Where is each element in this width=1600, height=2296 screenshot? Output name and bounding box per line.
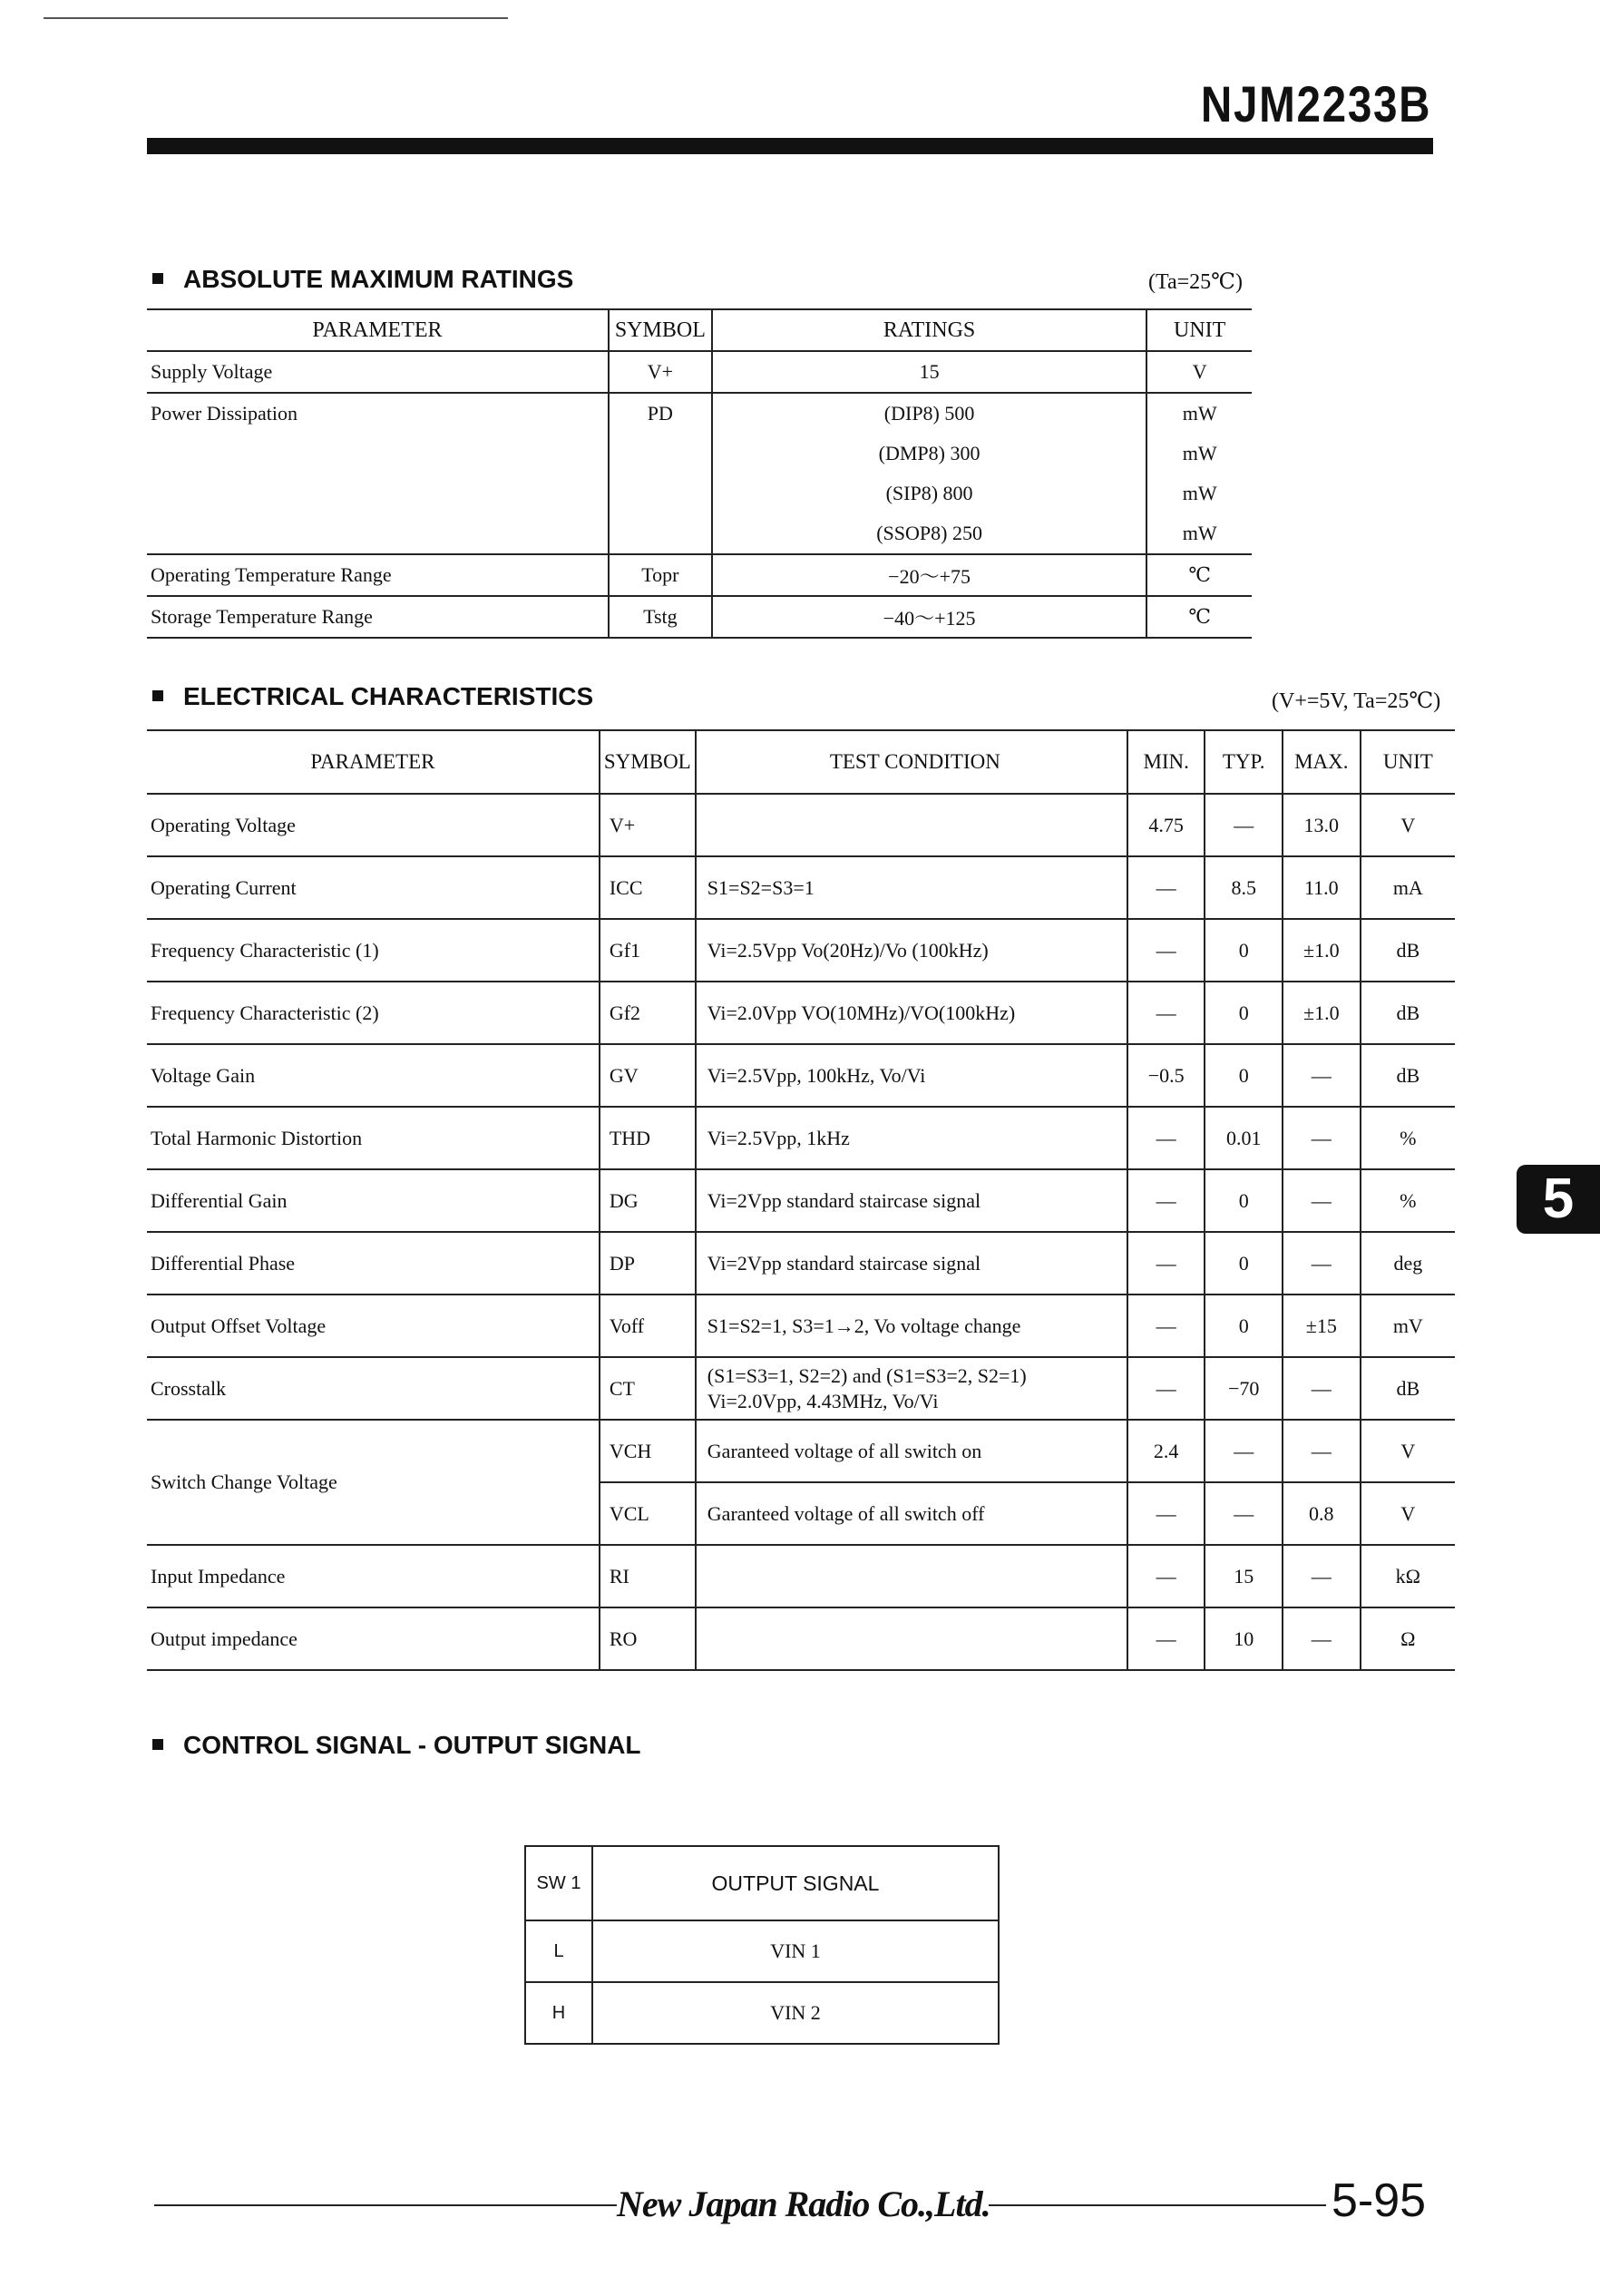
table-row xyxy=(147,596,1252,638)
part-number: NJM2233B xyxy=(1200,75,1431,132)
cell-max: ±1.0 xyxy=(1283,919,1361,982)
cell-unit: ℃ xyxy=(1146,596,1252,638)
cell-min: — xyxy=(1127,1107,1205,1169)
header-output-signal: OUTPUT SIGNAL xyxy=(592,1846,999,1920)
header-bar xyxy=(147,138,1433,154)
cell-symbol xyxy=(609,434,712,474)
cell-test-condition: (S1=S3=1, S2=2) and (S1=S3=2, S2=1) Vi=2.0Vpp, 4.43MHz, Vo/Vi xyxy=(696,1357,1127,1420)
cell-unit: mW xyxy=(1146,434,1252,474)
cell-symbol: Voff xyxy=(600,1295,696,1357)
footer-rule-right xyxy=(989,2204,1326,2206)
table-row xyxy=(147,856,1455,919)
electrical-table xyxy=(147,729,1455,1671)
header-parameter: PARAMETER xyxy=(147,730,600,794)
cell-parameter: Crosstalk xyxy=(147,1357,600,1420)
cell-min: — xyxy=(1127,1232,1205,1295)
cell-max: ±15 xyxy=(1283,1295,1361,1357)
cell-test-condition xyxy=(696,794,1127,856)
cell-parameter: Operating Temperature Range xyxy=(147,554,609,596)
table-row xyxy=(147,1357,1455,1420)
cell-symbol: THD xyxy=(600,1107,696,1169)
cell-unit: V xyxy=(1361,1420,1455,1482)
cell-symbol xyxy=(609,474,712,513)
cell-test-condition: Vi=2.5Vpp, 100kHz, Vo/Vi xyxy=(696,1044,1127,1107)
cell-typ: −70 xyxy=(1205,1357,1282,1420)
table-row xyxy=(147,1545,1455,1607)
cell-min: — xyxy=(1127,982,1205,1044)
header-parameter: PARAMETER xyxy=(147,309,609,351)
cell-test-condition: Garanteed voltage of all switch on xyxy=(696,1420,1127,1482)
cell-rating: (SIP8) 800 xyxy=(885,482,973,504)
cell-max: — xyxy=(1283,1169,1361,1232)
cell-test-condition: Vi=2Vpp standard staircase signal xyxy=(696,1169,1127,1232)
cell-parameter: Power Dissipation xyxy=(147,393,609,434)
table-row xyxy=(147,1607,1455,1670)
header-test-condition: TEST CONDITION xyxy=(696,730,1127,794)
company-logo: New Japan Radio Co.,Ltd. xyxy=(617,2184,990,2224)
table-row xyxy=(147,393,1252,434)
header-max: MAX. xyxy=(1283,730,1361,794)
cell-output: VIN 2 xyxy=(592,1982,999,2044)
bullet-square-icon xyxy=(152,690,163,701)
cell-min: — xyxy=(1127,1545,1205,1607)
cell-parameter: Input Impedance xyxy=(147,1545,600,1607)
cell-parameter: Storage Temperature Range xyxy=(147,596,609,638)
table-row xyxy=(525,1982,999,2044)
cell-max: — xyxy=(1283,1545,1361,1607)
cell-symbol: Topr xyxy=(609,554,712,596)
cell-max: ±1.0 xyxy=(1283,982,1361,1044)
footer-rule-left xyxy=(154,2204,617,2206)
cell-parameter: Output Offset Voltage xyxy=(147,1295,600,1357)
top-rule xyxy=(44,17,508,19)
cell-symbol: Gf1 xyxy=(600,919,696,982)
chapter-tab: 5 xyxy=(1517,1165,1600,1234)
cell-unit: mW xyxy=(1146,474,1252,513)
table-row xyxy=(147,474,1252,513)
header-unit: UNIT xyxy=(1361,730,1455,794)
cell-unit: deg xyxy=(1361,1232,1455,1295)
cell-symbol xyxy=(609,513,712,554)
cell-typ: 0 xyxy=(1205,982,1282,1044)
cell-min: — xyxy=(1127,856,1205,919)
section-title-absolute-max: ABSOLUTE MAXIMUM RATINGS xyxy=(152,265,573,294)
cell-typ: — xyxy=(1205,1482,1282,1545)
cell-symbol: V+ xyxy=(600,794,696,856)
table-row xyxy=(147,1232,1455,1295)
cell-symbol: RO xyxy=(600,1607,696,1670)
cell-unit: kΩ xyxy=(1361,1545,1455,1607)
cell-unit: Ω xyxy=(1361,1607,1455,1670)
cell-symbol: V+ xyxy=(609,351,712,393)
cell-max: — xyxy=(1283,1044,1361,1107)
cell-parameter: Total Harmonic Distortion xyxy=(147,1107,600,1169)
header-symbol: SYMBOL xyxy=(600,730,696,794)
table-row xyxy=(147,554,1252,596)
table-header-row xyxy=(525,1846,999,1920)
table-row xyxy=(147,982,1455,1044)
cell-parameter: Switch Change Voltage xyxy=(147,1420,600,1545)
table-row xyxy=(147,513,1252,554)
cell-parameter xyxy=(147,474,609,513)
cell-parameter: Operating Current xyxy=(147,856,600,919)
cell-unit: mA xyxy=(1361,856,1455,919)
cell-parameter: Operating Voltage xyxy=(147,794,600,856)
cell-typ: 0 xyxy=(1205,919,1282,982)
cell-test-condition: S1=S2=1, S3=1→2, Vo voltage change xyxy=(696,1295,1127,1357)
cell-typ: 0.01 xyxy=(1205,1107,1282,1169)
cell-rating: (SSOP8) 250 xyxy=(876,522,982,544)
cell-unit: V xyxy=(1361,1482,1455,1545)
table-row xyxy=(147,1044,1455,1107)
cell-min: — xyxy=(1127,1295,1205,1357)
cell-parameter: Differential Gain xyxy=(147,1169,600,1232)
cell-symbol: ICC xyxy=(600,856,696,919)
cell-symbol: VCH xyxy=(600,1420,696,1482)
cell-typ: — xyxy=(1205,1420,1282,1482)
cell-max: — xyxy=(1283,1357,1361,1420)
cell-typ: 8.5 xyxy=(1205,856,1282,919)
cell-test-condition: Vi=2.5Vpp, 1kHz xyxy=(696,1107,1127,1169)
cell-unit: mW xyxy=(1146,393,1252,434)
cell-parameter: Frequency Characteristic (1) xyxy=(147,919,600,982)
cell-max: 0.8 xyxy=(1283,1482,1361,1545)
cell-symbol: DG xyxy=(600,1169,696,1232)
cell-test-condition xyxy=(696,1607,1127,1670)
cell-rating: 15 xyxy=(919,360,940,383)
cell-symbol: DP xyxy=(600,1232,696,1295)
cell-rating: −20〜+75 xyxy=(712,554,1147,596)
table-row xyxy=(147,919,1455,982)
cell-max: 13.0 xyxy=(1283,794,1361,856)
cell-min: — xyxy=(1127,1169,1205,1232)
cell-typ: — xyxy=(1205,794,1282,856)
cell-max: — xyxy=(1283,1107,1361,1169)
cell-sw: L xyxy=(525,1920,592,1982)
cell-test-condition xyxy=(696,1545,1127,1607)
cell-parameter: Frequency Characteristic (2) xyxy=(147,982,600,1044)
cell-unit: V xyxy=(1146,351,1252,393)
cell-max: — xyxy=(1283,1420,1361,1482)
cell-min: — xyxy=(1127,1482,1205,1545)
cell-rating: −40〜+125 xyxy=(712,596,1147,638)
header-sw: SW 1 xyxy=(525,1846,592,1920)
absolute-max-table xyxy=(147,308,1252,639)
cell-typ: 15 xyxy=(1205,1545,1282,1607)
header-symbol: SYMBOL xyxy=(609,309,712,351)
table-row xyxy=(147,434,1252,474)
cell-min: 4.75 xyxy=(1127,794,1205,856)
cell-unit: ℃ xyxy=(1146,554,1252,596)
table-row xyxy=(147,351,1252,393)
cell-parameter: Output impedance xyxy=(147,1607,600,1670)
section-title-control-signal: CONTROL SIGNAL - OUTPUT SIGNAL xyxy=(152,1731,641,1760)
cell-parameter xyxy=(147,434,609,474)
cell-parameter: Supply Voltage xyxy=(151,360,273,383)
cell-min: — xyxy=(1127,1357,1205,1420)
cell-typ: 0 xyxy=(1205,1044,1282,1107)
bullet-square-icon xyxy=(152,273,163,284)
cell-unit: dB xyxy=(1361,919,1455,982)
cell-output: VIN 1 xyxy=(592,1920,999,1982)
header-min: MIN. xyxy=(1127,730,1205,794)
electrical-condition: (V+=5V, Ta=25℃) xyxy=(1272,689,1441,713)
header-unit: UNIT xyxy=(1146,309,1252,351)
cell-test-condition: Vi=2.0Vpp VO(10MHz)/VO(100kHz) xyxy=(696,982,1127,1044)
table-row xyxy=(147,1107,1455,1169)
cell-test-condition: Vi=2Vpp standard staircase signal xyxy=(696,1232,1127,1295)
cell-unit: dB xyxy=(1361,1044,1455,1107)
cell-rating: (DIP8) 500 xyxy=(712,393,1147,434)
cell-symbol: PD xyxy=(609,393,712,434)
cell-unit: mV xyxy=(1361,1295,1455,1357)
cell-test-condition: Vi=2.5Vpp Vo(20Hz)/Vo (100kHz) xyxy=(696,919,1127,982)
cell-unit: V xyxy=(1361,794,1455,856)
cell-parameter xyxy=(147,513,609,554)
cell-typ: 0 xyxy=(1205,1169,1282,1232)
cell-symbol: Gf2 xyxy=(600,982,696,1044)
cell-parameter: Voltage Gain xyxy=(147,1044,600,1107)
cell-parameter: Differential Phase xyxy=(147,1232,600,1295)
cell-rating: (DMP8) 300 xyxy=(878,442,980,464)
cell-unit: % xyxy=(1361,1169,1455,1232)
cell-unit: % xyxy=(1361,1107,1455,1169)
bullet-square-icon xyxy=(152,1739,163,1750)
table-row xyxy=(147,1295,1455,1357)
cell-test-condition: S1=S2=S3=1 xyxy=(696,856,1127,919)
cell-unit: dB xyxy=(1361,1357,1455,1420)
table-row xyxy=(147,1169,1455,1232)
table-row xyxy=(147,1420,1455,1482)
cell-typ: 10 xyxy=(1205,1607,1282,1670)
page-number: 5-95 xyxy=(1332,2174,1427,2227)
cell-max: — xyxy=(1283,1607,1361,1670)
header-ratings: RATINGS xyxy=(712,309,1147,351)
cell-unit: mW xyxy=(1146,513,1252,554)
cell-min: — xyxy=(1127,919,1205,982)
cell-symbol: CT xyxy=(600,1357,696,1420)
table-row xyxy=(525,1920,999,1982)
cell-symbol: GV xyxy=(600,1044,696,1107)
table-header-row xyxy=(147,730,1455,794)
cell-typ: 0 xyxy=(1205,1295,1282,1357)
table-row xyxy=(147,794,1455,856)
cell-min: — xyxy=(1127,1607,1205,1670)
cell-unit: dB xyxy=(1361,982,1455,1044)
absolute-max-condition: (Ta=25℃) xyxy=(1148,270,1244,294)
cell-test-condition: Garanteed voltage of all switch off xyxy=(696,1482,1127,1545)
header-typ: TYP. xyxy=(1205,730,1282,794)
table-header-row xyxy=(147,309,1252,351)
cell-symbol: Tstg xyxy=(609,596,712,638)
cell-symbol: RI xyxy=(600,1545,696,1607)
cell-symbol: VCL xyxy=(600,1482,696,1545)
cell-max: 11.0 xyxy=(1283,856,1361,919)
control-signal-table xyxy=(524,1845,1000,2045)
section-title-electrical: ELECTRICAL CHARACTERISTICS xyxy=(152,682,593,711)
cell-min: 2.4 xyxy=(1127,1420,1205,1482)
cell-typ: 0 xyxy=(1205,1232,1282,1295)
cell-sw: H xyxy=(525,1982,592,2044)
cell-min: −0.5 xyxy=(1127,1044,1205,1107)
cell-max: — xyxy=(1283,1232,1361,1295)
